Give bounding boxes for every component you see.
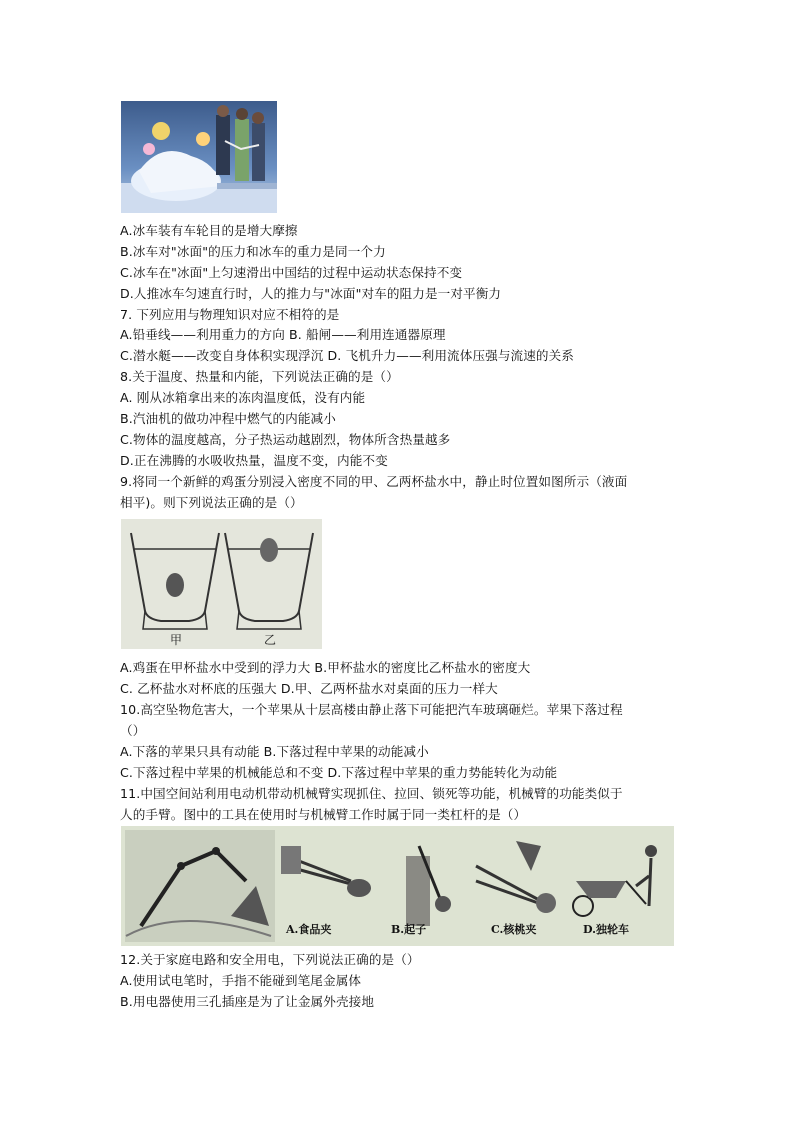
q9-options-cd: C. 乙杯盐水对杯底的压强大 D.甲、乙两杯盐水对桌面的压力一样大	[120, 681, 498, 696]
q6-option-a: A.冰车装有车轮目的是增大摩擦	[120, 223, 298, 238]
q12-option-b: B.用电器使用三孔插座是为了让金属外壳接地	[120, 994, 375, 1009]
q12-stem: 12.关于家庭电路和安全用电，下列说法正确的是（）	[120, 952, 420, 967]
q8-option-c: C.物体的温度越高，分子热运动越剧烈，物体所含热量越多	[120, 432, 451, 447]
cup-label-left: 甲	[170, 633, 183, 647]
q6-option-d: D.人推冰车匀速直行时，人的推力与"冰面"对车的阻力是一对平衡力	[120, 286, 502, 301]
q7-stem: 7. 下列应用与物理知识对应不相符的是	[120, 307, 340, 322]
tool-label-c: C.核桃夹	[491, 923, 537, 936]
q10-options-cd: C.下落过程中苹果的机械能总和不变 D.下落过程中苹果的重力势能转化为动能	[120, 765, 558, 780]
q12-option-a: A.使用试电笔时，手指不能碰到笔尾金属体	[120, 973, 362, 988]
tool-label-d: D.独轮车	[583, 923, 629, 936]
egg-cups-figure	[121, 519, 322, 649]
lever-tools-figure	[121, 826, 674, 946]
q8-option-d: D.正在沸腾的水吸收热量，温度不变，内能不变	[120, 453, 388, 468]
tool-label-b: B.起子	[391, 923, 427, 936]
tool-label-a: A.食品夹	[286, 923, 332, 936]
q10-stem-line2: （）	[120, 723, 146, 738]
q6-option-b: B.冰车对"冰面"的压力和冰车的重力是同一个力	[120, 244, 386, 259]
q7-options-ab: A.铅垂线——利用重力的方向 B. 船闸——利用连通器原理	[120, 327, 446, 342]
q10-stem-line1: 10.高空坠物危害大，一个苹果从十层高楼由静止落下可能把汽车玻璃砸烂。苹果下落过程	[120, 702, 623, 717]
egg-cups-illustration	[121, 519, 322, 649]
ice-sled-illustration	[121, 101, 277, 213]
q11-stem-line2: 人的手臂。图中的工具在使用时与机械臂工作时属于同一类杠杆的是（）	[120, 807, 527, 822]
q8-stem: 8.关于温度、热量和内能，下列说法正确的是（）	[120, 369, 399, 384]
q8-option-a: A. 刚从冰箱拿出来的冻肉温度低，没有内能	[120, 390, 366, 405]
q9-options-ab: A.鸡蛋在甲杯盐水中受到的浮力大 B.甲杯盐水的密度比乙杯盐水的密度大	[120, 660, 531, 675]
cup-label-right: 乙	[264, 633, 277, 647]
ice-sled-photo	[121, 101, 277, 213]
q6-option-c: C.冰车在"冰面"上匀速滑出中国结的过程中运动状态保持不变	[120, 265, 463, 280]
q7-options-cd: C.潜水艇——改变自身体积实现浮沉 D. 飞机升力——利用流体压强与流速的关系	[120, 348, 574, 363]
q9-stem-line2: 相平)。则下列说法正确的是（）	[120, 495, 303, 510]
q8-option-b: B.汽油机的做功冲程中燃气的内能减小	[120, 411, 336, 426]
q9-stem-line1: 9.将同一个新鲜的鸡蛋分别浸入密度不同的甲、乙两杯盐水中，静止时位置如图所示（液面	[120, 474, 628, 489]
q11-stem-line1: 11.中国空间站利用电动机带动机械臂实现抓住、拉回、锁死等功能，机械臂的功能类似于	[120, 786, 623, 801]
lever-tools-illustration	[121, 826, 674, 946]
q10-options-ab: A.下落的苹果只具有动能 B.下落过程中苹果的动能减小	[120, 744, 429, 759]
